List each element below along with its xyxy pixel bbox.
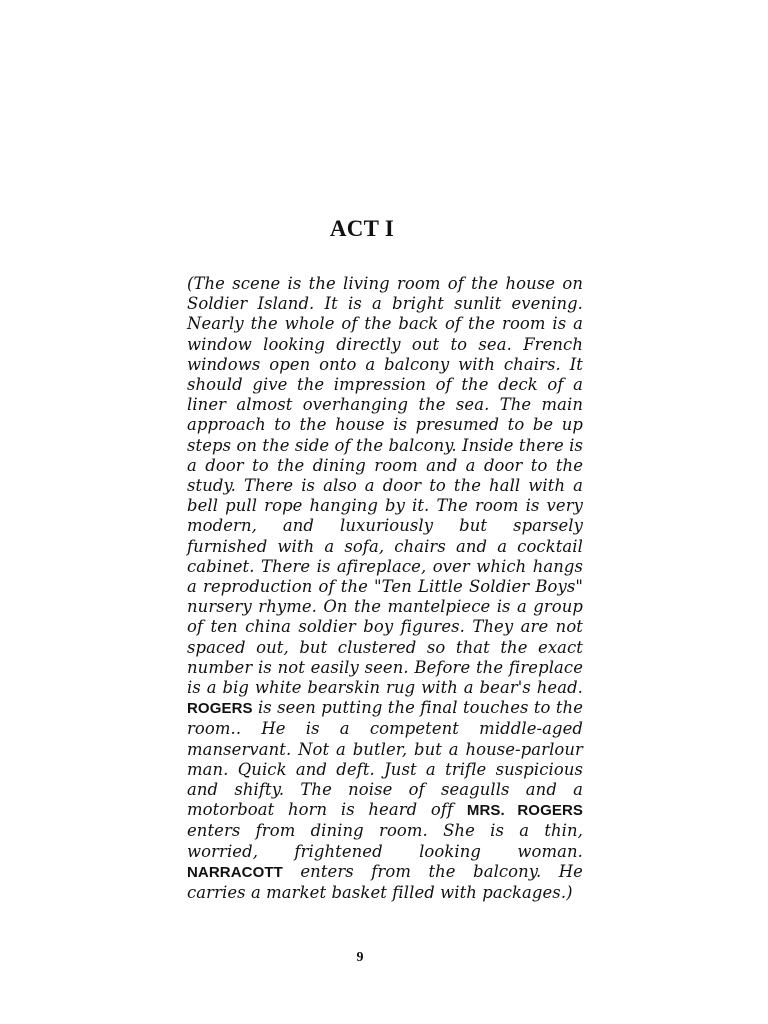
character-name-rogers: ROGERS: [187, 700, 253, 718]
stage-direction-text: enters from the balcony. He carries a market basket filled with packages.): [187, 861, 583, 903]
page-number: 9: [356, 950, 364, 965]
stage-direction-text: (The scene is the living room of the house on Soldier Island. It is a bright sunlit evening. Nearly the whole of the back of the room is a window looking directly out to sea. French windows open onto a balcony with chairs. It should give the impression of the deck of a liner almost overhanging the sea. The main approach to the house is presumed to be up steps on the side of the balcony. Inside there is a door to the dining room and a door to the study. There is also a door to the hall with a bell pull rope hanging by it. The room is very modern, and luxuriously but sparsely furnished with a sofa, chairs and a cocktail cabinet. There is afireplace, over which hangs a reproduction of the "Ten Little Soldier Boys" nursery rhyme. On the mantelpiece is a group of ten china soldier boy figures. They are not spaced out, but clustered so that the exact number is not easily seen. Before the fireplace is a big white bearskin rug with a bear's head.: [187, 274, 583, 698]
stage-direction-text: is seen putting the final touches to the room.. He is a competent middle-aged manservant. Not a butler, but a house-parlour man. Quick and deft. Just a trifle suspicious and shifty. The noise of seagulls and a motorboat horn is heard off: [187, 698, 583, 820]
character-name-narracott: NARRACOTT: [187, 863, 283, 881]
act-title: ACT I: [329, 216, 395, 241]
character-name-mrs-rogers: MRS. ROGERS: [466, 802, 583, 820]
stage-direction-paragraph: [187, 274, 583, 903]
stage-direction-text: enters from dining room. She is a thin, worried, frightened looking woman.: [187, 821, 583, 861]
